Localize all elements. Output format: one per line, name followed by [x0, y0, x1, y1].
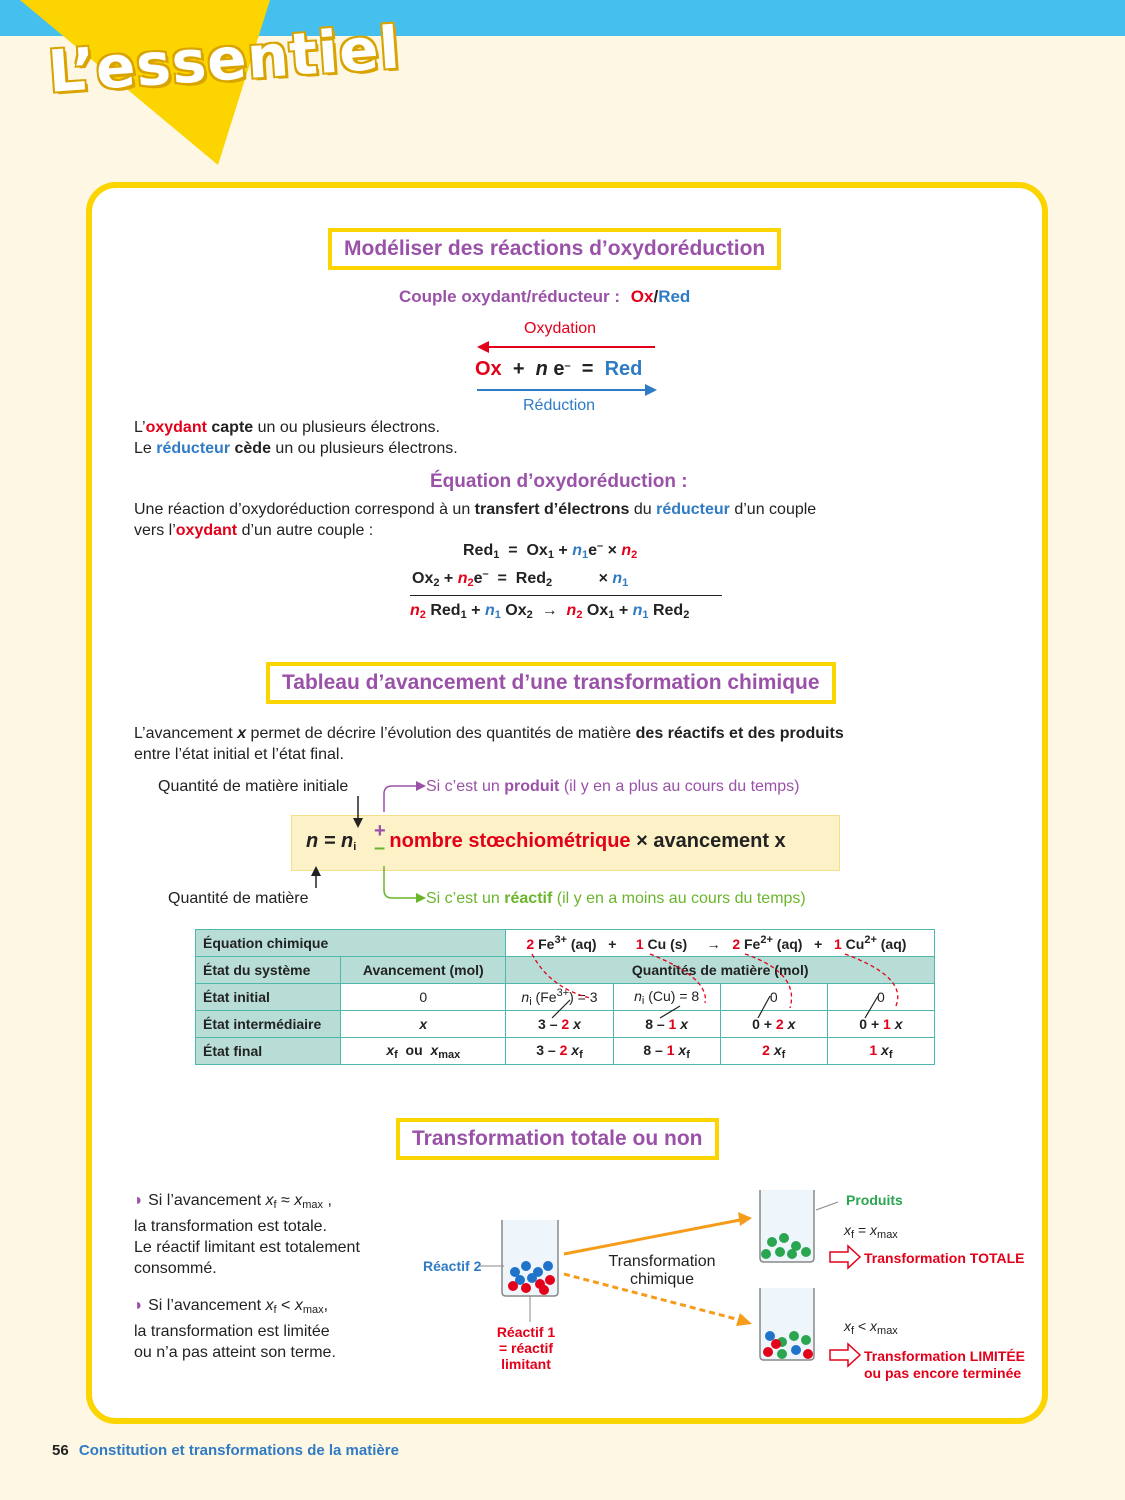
result-limited: Transformation LIMITÉE ou pas encore terminée	[864, 1348, 1026, 1381]
beaker-total	[760, 1190, 814, 1262]
initial-quantity-label: Quantité de matière initiale	[158, 778, 349, 795]
cell: $n_i$ $(Fe^{3+}) = 3$	[506, 984, 613, 1011]
oxidation-label: Oxydation	[524, 320, 597, 337]
reduction-label: Réduction	[523, 397, 596, 414]
cell: $n_i$ (Cu) = 8	[613, 984, 720, 1011]
page-title: L’essentiel	[46, 13, 403, 106]
limited-case-text: ◗ Si l’avancement $x_f < x_{max}$, la transformation est limitée ou n’a pas atteint son terme.	[134, 1297, 336, 1361]
formula-arrows	[300, 780, 440, 910]
beaker-initial	[502, 1220, 558, 1296]
row-label-initial: État initial	[196, 984, 341, 1011]
redox-paragraph: Une réaction d’oxydoréduction correspond à un transfert d’électrons du réducteur d’un couple vers l’oxydant d’un autre couple :	[134, 501, 817, 539]
cell: 2 $x_f$	[720, 1038, 827, 1065]
equation-rule	[410, 595, 722, 596]
cell: 3 – 2 $x_f$	[506, 1038, 613, 1065]
cell: $x_f$ ou $x_{max}$	[341, 1038, 506, 1065]
half-equation-2: $Ox_2 + n_2e^- = Red_2 \times n_1$	[412, 568, 629, 589]
reducer-definition: Le réducteur cède un ou plusieurs électrons.	[134, 440, 458, 457]
total-case-text: ◗ Si l’avancement $x_f \approx x_{max}$ , la transformation est totale. Le réactif limitant est totalement consommé.	[134, 1192, 360, 1277]
section-heading-redox: Modéliser des réactions d’oxydoréduction	[328, 228, 781, 270]
limited-condition: $x_f < x_{max}$	[844, 1318, 898, 1337]
result-total: Transformation TOTALE	[864, 1250, 1025, 1266]
cell: 0	[720, 984, 827, 1011]
reactant-1-label: Réactif 1 = réactif limitant	[496, 1324, 556, 1372]
page-number: 56	[52, 1442, 69, 1459]
redox-equation-heading: Équation d’oxydoréduction :	[430, 471, 688, 492]
couple-label: Couple oxydant/réducteur : Ox/Red	[399, 287, 691, 306]
cell: 0	[827, 984, 934, 1011]
oxidant-definition: L’oxydant capte un ou plusieurs électrons.	[134, 419, 440, 436]
plus-sign: +	[374, 820, 386, 842]
table-header-progress: Avancement (mol)	[341, 957, 506, 984]
total-condition: $x_f = x_{max}$	[844, 1222, 898, 1241]
cell: x	[341, 1011, 506, 1038]
half-equation: Ox + n e– = Red	[475, 358, 643, 380]
table-row	[196, 1038, 935, 1065]
section-heading-progress-table: Tableau d’avancement d’une transformation chimique	[266, 662, 836, 704]
cell: 1 $x_f$	[827, 1038, 934, 1065]
progress-paragraph: L’avancement x permet de décrire l’évolution des quantités de matière des réactifs et des produits entre l’état initial et l’état final.	[134, 725, 844, 763]
progress-formula: $n = n_i$ nombre stœchiométrique × avancement x	[306, 830, 786, 853]
row-label-intermediate: État intermédiaire	[196, 1011, 341, 1038]
minus-sign: –	[374, 837, 386, 859]
reactant-2-label: Réactif 2	[423, 1258, 482, 1274]
cell: 3 – 2 x	[506, 1011, 613, 1038]
global-equation: $n_2$ $Red_1 + n_1$ $Ox_2 \to n_2$ $Ox_1 + n_1$ Red$_2$	[410, 602, 690, 621]
table-header-quantities: Quantités de matière (mol)	[506, 957, 935, 984]
cell: 8 – 1 x	[613, 1011, 720, 1038]
cell: 8 – 1 $x_f$	[613, 1038, 720, 1065]
page-footer	[52, 1442, 399, 1459]
cell: 0 + 2 x	[720, 1011, 827, 1038]
chapter-title: Constitution et transformations de la matière	[78, 1442, 399, 1459]
table-header-equation: Équation chimique	[196, 930, 506, 957]
row-label-final: État final	[196, 1038, 341, 1065]
products-label: Produits	[846, 1192, 903, 1208]
reactant-explanation: Si c’est un réactif (il y en a moins au cours du temps)	[426, 890, 806, 907]
beaker-limited	[760, 1288, 814, 1360]
chemical-equation: 2 $Fe^{3+}$ (aq) + 1 Cu (s) → 2 $Fe^{2+}$ (aq) + 1 $Cu^{2+}$ (aq)	[506, 930, 935, 957]
half-equation-1: $Red_1 = Ox_1 + n_1e^- \times n_2$	[463, 540, 638, 561]
table-dashed-arrows	[500, 948, 920, 1038]
table-header-state: État du système	[196, 957, 341, 984]
quantity-label: Quantité de matière	[168, 890, 309, 907]
cell: 0	[341, 984, 506, 1011]
product-explanation: Si c’est un produit (il y en a plus au cours du temps)	[426, 778, 800, 795]
cell: 0 + 1 x	[827, 1011, 934, 1038]
transformation-label: Transformation chimique	[608, 1253, 716, 1288]
section-heading-total-or-not: Transformation totale ou non	[396, 1118, 719, 1160]
